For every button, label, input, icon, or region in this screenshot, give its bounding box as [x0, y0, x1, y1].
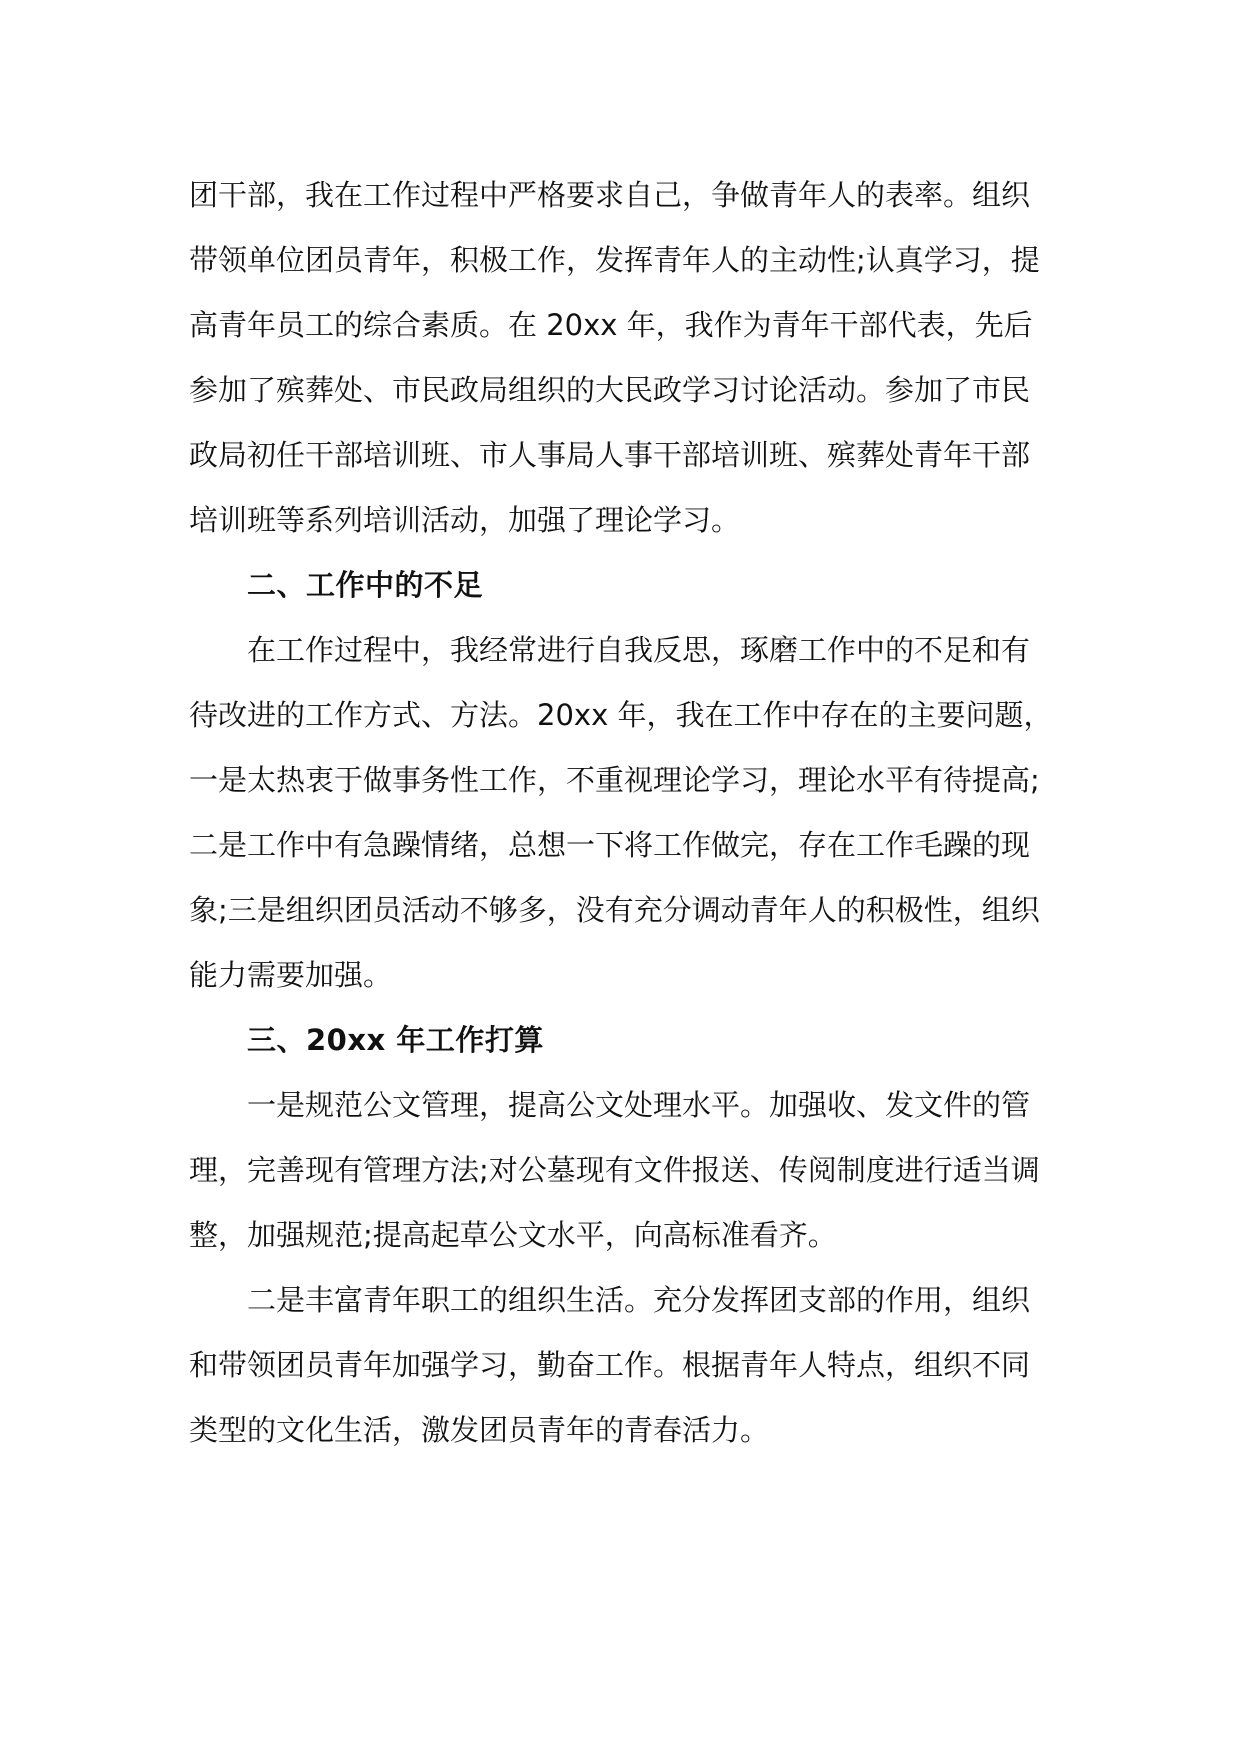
paragraph-line: 一是太热衷于做事务性工作，不重视理论学习，理论水平有待提高; — [189, 763, 1040, 797]
section-heading: 二、工作中的不足 — [247, 568, 484, 602]
paragraph-line: 二是丰富青年职工的组织生活。充分发挥团支部的作用，组织 — [247, 1283, 1031, 1317]
paragraph-line: 整，加强规范;提高起草公文水平，向高标准看齐。 — [189, 1218, 837, 1252]
paragraph-line: 在工作过程中，我经常进行自我反思，琢磨工作中的不足和有 — [247, 633, 1031, 667]
paragraph-line: 象;三是组织团员活动不够多，没有充分调动青年人的积极性，组织 — [189, 893, 1040, 927]
section-heading: 三、20xx 年工作打算 — [247, 1023, 544, 1057]
paragraph-line: 理，完善现有管理方法;对公墓现有文件报送、传阅制度进行适当调 — [189, 1153, 1040, 1187]
paragraph-line: 团干部，我在工作过程中严格要求自己，争做青年人的表率。组织 — [189, 178, 1031, 212]
document-body — [189, 163, 1061, 1463]
paragraph-line: 政局初任干部培训班、市人事局人事干部培训班、殡葬处青年干部 — [189, 438, 1031, 472]
paragraph-line: 待改进的工作方式、方法。20xx 年，我在工作中存在的主要问题， — [189, 698, 1053, 732]
paragraph-line: 高青年员工的综合素质。在 20xx 年，我作为青年干部代表，先后 — [189, 308, 1033, 342]
paragraph-line: 参加了殡葬处、市民政局组织的大民政学习讨论活动。参加了市民 — [189, 373, 1031, 407]
paragraph-line: 带领单位团员青年，积极工作，发挥青年人的主动性;认真学习，提 — [189, 243, 1040, 277]
paragraph-line: 一是规范公文管理，提高公文处理水平。加强收、发文件的管 — [247, 1088, 1031, 1122]
paragraph-line: 二是工作中有急躁情绪，总想一下将工作做完，存在工作毛躁的现 — [189, 828, 1031, 862]
paragraph-line: 类型的文化生活，激发团员青年的青春活力。 — [189, 1413, 770, 1447]
paragraph-line: 和带领团员青年加强学习，勤奋工作。根据青年人特点，组织不同 — [189, 1348, 1031, 1382]
paragraph-line: 能力需要加强。 — [189, 958, 393, 992]
paragraph-line: 培训班等系列培训活动，加强了理论学习。 — [189, 503, 741, 537]
